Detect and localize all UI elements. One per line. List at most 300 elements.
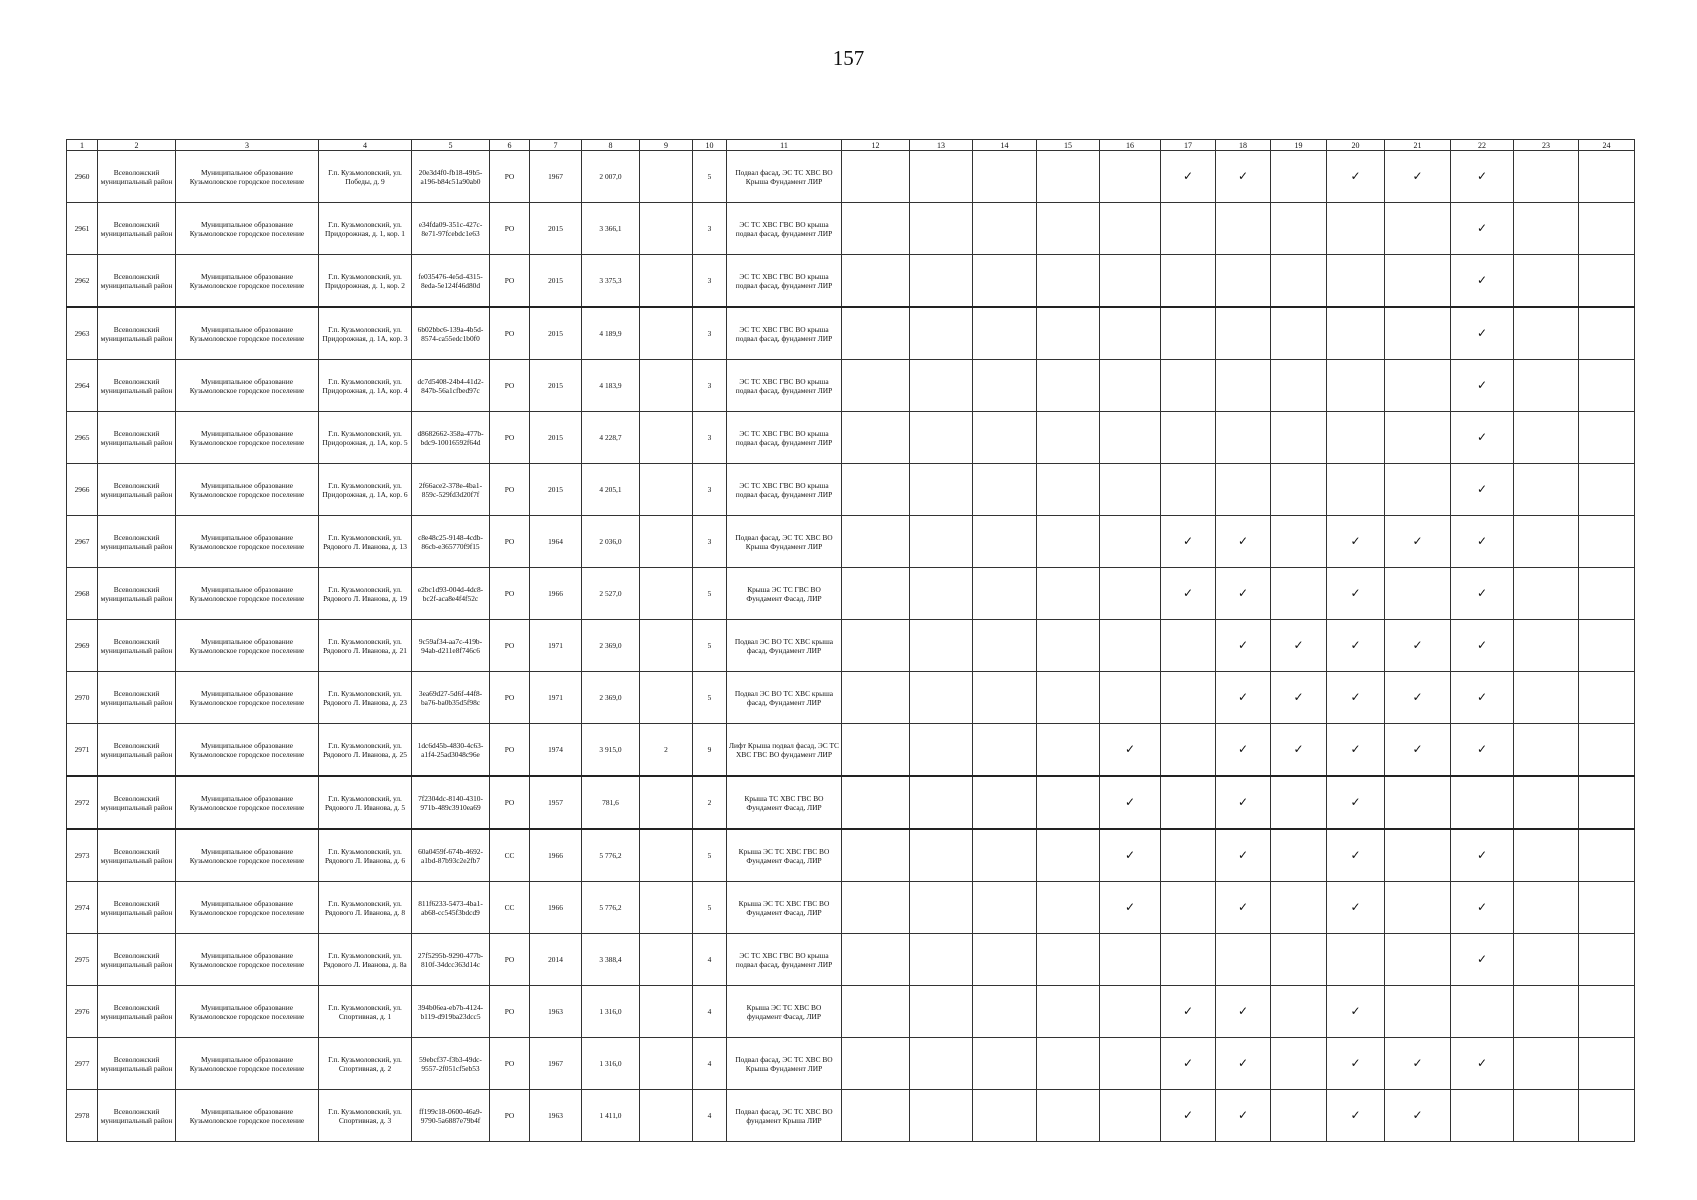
district-cell: Всеволожский муниципальный район	[98, 934, 176, 986]
work-column-22-cell	[1451, 203, 1514, 255]
work-column-13-cell	[910, 986, 973, 1038]
row-number-cell: 2975	[67, 934, 98, 986]
work-column-16-cell	[1100, 1038, 1161, 1090]
row-number-cell: 2973	[67, 829, 98, 882]
row-number-cell: 2966	[67, 464, 98, 516]
address-cell: Г.п. Кузьмоловский, ул. Рядового Л. Иванова, д. 13	[319, 516, 412, 568]
district-cell: Всеволожский муниципальный район	[98, 1090, 176, 1142]
district-cell: Всеволожский муниципальный район	[98, 986, 176, 1038]
column-number-header: 9	[640, 140, 693, 151]
municipality-cell: Муниципальное образование Кузьмоловское городское поселение	[176, 882, 319, 934]
work-column-12-cell	[842, 724, 910, 777]
work-column-13-cell	[910, 776, 973, 829]
address-cell: Г.п. Кузьмоловский, ул. Рядового Л. Иванова, д. 21	[319, 620, 412, 672]
checkmark-icon: ✓	[1412, 742, 1423, 756]
column-number-header: 6	[490, 140, 530, 151]
column-10-cell: 3	[693, 516, 727, 568]
column-9-cell	[640, 307, 693, 360]
work-column-17-cell	[1161, 776, 1216, 829]
row-number-cell: 2970	[67, 672, 98, 724]
work-column-17-cell	[1161, 672, 1216, 724]
year-cell: 1964	[530, 516, 582, 568]
checkmark-icon: ✓	[1412, 534, 1423, 548]
work-column-21-cell	[1385, 516, 1451, 568]
column-number-header: 7	[530, 140, 582, 151]
checkmark-icon: ✓	[1124, 742, 1136, 756]
year-cell: 1963	[530, 1090, 582, 1142]
work-column-14-cell	[973, 882, 1037, 934]
table-row	[67, 829, 1635, 882]
work-column-14-cell	[973, 151, 1037, 203]
table-row	[67, 464, 1635, 516]
checkmark-icon: ✓	[1237, 742, 1249, 756]
work-column-13-cell	[910, 464, 973, 516]
type-cell: РО	[490, 672, 530, 724]
work-column-16-cell	[1100, 672, 1161, 724]
column-10-cell: 5	[693, 829, 727, 882]
column-10-cell: 2	[693, 776, 727, 829]
year-cell: 1957	[530, 776, 582, 829]
work-column-21-cell	[1385, 882, 1451, 934]
work-column-18-cell	[1216, 672, 1271, 724]
work-column-23-cell	[1514, 1038, 1579, 1090]
municipality-cell: Муниципальное образование Кузьмоловское городское поселение	[176, 829, 319, 882]
work-column-18-cell	[1216, 360, 1271, 412]
work-column-22-cell	[1451, 1038, 1514, 1090]
row-number-cell: 2971	[67, 724, 98, 777]
checkmark-icon: ✓	[1350, 1108, 1361, 1122]
work-column-23-cell	[1514, 255, 1579, 308]
work-column-20-cell	[1327, 412, 1385, 464]
work-column-20-cell	[1327, 672, 1385, 724]
year-cell: 2014	[530, 934, 582, 986]
area-cell: 1 411,0	[582, 1090, 640, 1142]
house-id-cell: 6b02bbc6-139a-4b5d-8574-ca55edc1b0f0	[412, 307, 490, 360]
checkmark-icon: ✓	[1350, 586, 1361, 600]
work-column-13-cell	[910, 203, 973, 255]
area-cell: 4 183,9	[582, 360, 640, 412]
work-column-20-cell	[1327, 568, 1385, 620]
work-column-18-cell	[1216, 724, 1271, 777]
work-column-20-cell	[1327, 724, 1385, 777]
table-row	[67, 986, 1635, 1038]
checkmark-icon: ✓	[1350, 848, 1361, 862]
checkmark-icon: ✓	[1350, 1056, 1361, 1070]
column-10-cell: 9	[693, 724, 727, 777]
work-column-22-cell	[1451, 882, 1514, 934]
column-9-cell	[640, 1038, 693, 1090]
work-column-18-cell	[1216, 986, 1271, 1038]
municipality-cell: Муниципальное образование Кузьмоловское городское поселение	[176, 1038, 319, 1090]
work-column-13-cell	[910, 360, 973, 412]
column-10-cell: 3	[693, 255, 727, 308]
work-column-19-cell	[1271, 1090, 1327, 1142]
work-column-22-cell	[1451, 776, 1514, 829]
checkmark-icon: ✓	[1293, 742, 1304, 756]
work-column-16-cell	[1100, 255, 1161, 308]
work-column-24-cell	[1579, 882, 1635, 934]
work-column-19-cell	[1271, 568, 1327, 620]
checkmark-icon: ✓	[1237, 534, 1249, 548]
work-column-12-cell	[842, 568, 910, 620]
column-10-cell: 3	[693, 203, 727, 255]
column-10-cell: 3	[693, 307, 727, 360]
area-cell: 3 915,0	[582, 724, 640, 777]
district-cell: Всеволожский муниципальный район	[98, 464, 176, 516]
area-cell: 5 776,2	[582, 829, 640, 882]
municipality-cell: Муниципальное образование Кузьмоловское городское поселение	[176, 986, 319, 1038]
work-column-19-cell	[1271, 934, 1327, 986]
work-column-19-cell	[1271, 203, 1327, 255]
checkmark-icon: ✓	[1412, 1108, 1423, 1122]
work-column-22-cell	[1451, 829, 1514, 882]
address-cell: Г.п. Кузьмоловский, ул. Придорожная, д. 1А, кор. 6	[319, 464, 412, 516]
area-cell: 2 007,0	[582, 151, 640, 203]
work-column-12-cell	[842, 882, 910, 934]
work-column-20-cell	[1327, 986, 1385, 1038]
house-id-cell: e2bc1d93-004d-4dc8-bc2f-aca8e4f4f52c	[412, 568, 490, 620]
year-cell: 1963	[530, 986, 582, 1038]
checkmark-icon: ✓	[1476, 273, 1488, 287]
work-column-22-cell	[1451, 620, 1514, 672]
checkmark-icon: ✓	[1237, 795, 1249, 809]
column-9-cell	[640, 829, 693, 882]
work-column-13-cell	[910, 516, 973, 568]
address-cell: Г.п. Кузьмоловский, ул. Рядового Л. Иванова, д. 25	[319, 724, 412, 777]
area-cell: 2 036,0	[582, 516, 640, 568]
checkmark-icon: ✓	[1350, 534, 1361, 548]
work-column-14-cell	[973, 829, 1037, 882]
work-column-12-cell	[842, 516, 910, 568]
column-10-cell: 4	[693, 1090, 727, 1142]
year-cell: 2015	[530, 307, 582, 360]
column-9-cell	[640, 464, 693, 516]
address-cell: Г.п. Кузьмоловский, ул. Спортивная, д. 1	[319, 986, 412, 1038]
works-list-cell: ЭС ТС ХВС ГВС ВО крыша подвал фасад, фундамент ЛИР	[727, 464, 842, 516]
district-cell: Всеволожский муниципальный район	[98, 203, 176, 255]
work-column-14-cell	[973, 934, 1037, 986]
type-cell: РО	[490, 516, 530, 568]
work-column-24-cell	[1579, 151, 1635, 203]
work-column-22-cell	[1451, 255, 1514, 308]
work-column-17-cell	[1161, 151, 1216, 203]
work-column-22-cell	[1451, 464, 1514, 516]
work-column-16-cell	[1100, 307, 1161, 360]
district-cell: Всеволожский муниципальный район	[98, 568, 176, 620]
address-cell: Г.п. Кузьмоловский, ул. Победы, д. 9	[319, 151, 412, 203]
work-column-15-cell	[1037, 672, 1100, 724]
work-column-15-cell	[1037, 307, 1100, 360]
area-cell: 2 369,0	[582, 672, 640, 724]
work-column-20-cell	[1327, 776, 1385, 829]
works-list-cell: ЭС ТС ХВС ГВС ВО крыша подвал фасад, фундамент ЛИР	[727, 934, 842, 986]
area-cell: 4 228,7	[582, 412, 640, 464]
work-column-21-cell	[1385, 307, 1451, 360]
work-column-18-cell	[1216, 934, 1271, 986]
work-column-14-cell	[973, 776, 1037, 829]
work-column-23-cell	[1514, 1090, 1579, 1142]
work-column-23-cell	[1514, 151, 1579, 203]
municipality-cell: Муниципальное образование Кузьмоловское городское поселение	[176, 776, 319, 829]
work-column-18-cell	[1216, 255, 1271, 308]
work-column-17-cell	[1161, 986, 1216, 1038]
work-column-18-cell	[1216, 1090, 1271, 1142]
work-column-16-cell	[1100, 151, 1161, 203]
column-9-cell	[640, 516, 693, 568]
checkmark-icon: ✓	[1237, 1004, 1249, 1018]
work-column-21-cell	[1385, 151, 1451, 203]
work-column-17-cell	[1161, 255, 1216, 308]
area-cell: 3 388,4	[582, 934, 640, 986]
work-column-15-cell	[1037, 464, 1100, 516]
work-column-16-cell	[1100, 986, 1161, 1038]
column-number-header: 15	[1037, 140, 1100, 151]
municipality-cell: Муниципальное образование Кузьмоловское городское поселение	[176, 360, 319, 412]
work-column-23-cell	[1514, 724, 1579, 777]
work-column-16-cell	[1100, 464, 1161, 516]
work-column-23-cell	[1514, 203, 1579, 255]
checkmark-icon: ✓	[1182, 534, 1194, 548]
row-number-cell: 2976	[67, 986, 98, 1038]
work-column-12-cell	[842, 672, 910, 724]
year-cell: 1966	[530, 882, 582, 934]
column-10-cell: 3	[693, 464, 727, 516]
column-number-header: 5	[412, 140, 490, 151]
type-cell: РО	[490, 360, 530, 412]
work-column-23-cell	[1514, 620, 1579, 672]
column-number-header: 12	[842, 140, 910, 151]
works-list-cell: ЭС ТС ХВС ГВС ВО крыша подвал фасад, фундамент ЛИР	[727, 203, 842, 255]
table-row	[67, 412, 1635, 464]
work-column-24-cell	[1579, 934, 1635, 986]
work-column-17-cell	[1161, 829, 1216, 882]
works-list-cell: Крыша ЭС ТС ХВС ГВС ВО Фундамент Фасад, ЛИР	[727, 882, 842, 934]
work-column-17-cell	[1161, 203, 1216, 255]
type-cell: РО	[490, 1090, 530, 1142]
work-column-13-cell	[910, 882, 973, 934]
column-10-cell: 4	[693, 1038, 727, 1090]
year-cell: 1971	[530, 620, 582, 672]
work-column-16-cell	[1100, 934, 1161, 986]
work-column-17-cell	[1161, 568, 1216, 620]
work-column-13-cell	[910, 1038, 973, 1090]
municipality-cell: Муниципальное образование Кузьмоловское городское поселение	[176, 203, 319, 255]
checkmark-icon: ✓	[1350, 900, 1361, 914]
municipality-cell: Муниципальное образование Кузьмоловское городское поселение	[176, 255, 319, 308]
work-column-17-cell	[1161, 307, 1216, 360]
table-row	[67, 1038, 1635, 1090]
column-10-cell: 3	[693, 360, 727, 412]
municipality-cell: Муниципальное образование Кузьмоловское городское поселение	[176, 464, 319, 516]
work-column-13-cell	[910, 672, 973, 724]
checkmark-icon: ✓	[1350, 169, 1361, 183]
address-cell: Г.п. Кузьмоловский, ул. Рядового Л. Иванова, д. 23	[319, 672, 412, 724]
work-column-16-cell	[1100, 882, 1161, 934]
work-column-19-cell	[1271, 1038, 1327, 1090]
work-column-12-cell	[842, 412, 910, 464]
work-column-14-cell	[973, 1090, 1037, 1142]
work-column-22-cell	[1451, 568, 1514, 620]
column-10-cell: 5	[693, 672, 727, 724]
checkmark-icon: ✓	[1237, 1108, 1249, 1122]
municipality-cell: Муниципальное образование Кузьмоловское городское поселение	[176, 724, 319, 777]
checkmark-icon: ✓	[1237, 169, 1249, 183]
work-column-16-cell	[1100, 776, 1161, 829]
table-row	[67, 882, 1635, 934]
work-column-14-cell	[973, 307, 1037, 360]
type-cell: РО	[490, 464, 530, 516]
work-column-16-cell	[1100, 620, 1161, 672]
address-cell: Г.п. Кузьмоловский, ул. Придорожная, д. 1А, кор. 4	[319, 360, 412, 412]
column-number-header: 14	[973, 140, 1037, 151]
work-column-14-cell	[973, 255, 1037, 308]
house-id-cell: d8682662-358a-477b-bdc9-10016592f64d	[412, 412, 490, 464]
work-column-20-cell	[1327, 255, 1385, 308]
work-column-24-cell	[1579, 620, 1635, 672]
checkmark-icon: ✓	[1476, 534, 1488, 548]
district-cell: Всеволожский муниципальный район	[98, 882, 176, 934]
checkmark-icon: ✓	[1237, 900, 1249, 914]
work-column-19-cell	[1271, 776, 1327, 829]
work-column-14-cell	[973, 464, 1037, 516]
works-list-cell: ЭС ТС ХВС ГВС ВО крыша подвал фасад, фундамент ЛИР	[727, 360, 842, 412]
house-id-cell: e34fda09-351c-427c-8e71-97fcebdc1e63	[412, 203, 490, 255]
work-column-21-cell	[1385, 986, 1451, 1038]
work-column-21-cell	[1385, 464, 1451, 516]
work-column-17-cell	[1161, 360, 1216, 412]
area-cell: 2 527,0	[582, 568, 640, 620]
work-column-24-cell	[1579, 255, 1635, 308]
address-cell: Г.п. Кузьмоловский, ул. Рядового Л. Иванова, д. 5	[319, 776, 412, 829]
address-cell: Г.п. Кузьмоловский, ул. Рядового Л. Иванова, д. 8	[319, 882, 412, 934]
house-id-cell: 20e3d4f0-fb18-49b5-a196-b84c51a90ab0	[412, 151, 490, 203]
work-column-19-cell	[1271, 620, 1327, 672]
column-number-header: 23	[1514, 140, 1579, 151]
checkmark-icon: ✓	[1476, 742, 1488, 756]
column-number-row	[67, 140, 1635, 151]
row-number-cell: 2960	[67, 151, 98, 203]
municipality-cell: Муниципальное образование Кузьмоловское городское поселение	[176, 568, 319, 620]
house-id-cell: c8e48c25-9148-4cdb-86cb-e365770f9f15	[412, 516, 490, 568]
work-column-24-cell	[1579, 568, 1635, 620]
work-column-16-cell	[1100, 412, 1161, 464]
year-cell: 1971	[530, 672, 582, 724]
address-cell: Г.п. Кузьмоловский, ул. Спортивная, д. 2	[319, 1038, 412, 1090]
area-cell: 5 776,2	[582, 882, 640, 934]
area-cell: 4 189,9	[582, 307, 640, 360]
work-column-24-cell	[1579, 829, 1635, 882]
work-column-15-cell	[1037, 934, 1100, 986]
checkmark-icon: ✓	[1350, 690, 1361, 704]
municipality-cell: Муниципальное образование Кузьмоловское городское поселение	[176, 151, 319, 203]
work-column-19-cell	[1271, 986, 1327, 1038]
checkmark-icon: ✓	[1350, 742, 1361, 756]
table-row	[67, 776, 1635, 829]
checkmark-icon: ✓	[1350, 1004, 1361, 1018]
district-cell: Всеволожский муниципальный район	[98, 307, 176, 360]
column-number-header: 8	[582, 140, 640, 151]
work-column-12-cell	[842, 1090, 910, 1142]
work-column-14-cell	[973, 672, 1037, 724]
house-id-cell: 59ebcf37-f3b3-49dc-9557-2f051cf5eb53	[412, 1038, 490, 1090]
type-cell: РО	[490, 255, 530, 308]
work-column-18-cell	[1216, 516, 1271, 568]
column-number-header: 24	[1579, 140, 1635, 151]
work-column-12-cell	[842, 255, 910, 308]
work-column-20-cell	[1327, 1038, 1385, 1090]
checkmark-icon: ✓	[1476, 586, 1488, 600]
year-cell: 2015	[530, 412, 582, 464]
year-cell: 1966	[530, 829, 582, 882]
work-column-16-cell	[1100, 1090, 1161, 1142]
work-column-23-cell	[1514, 986, 1579, 1038]
work-column-15-cell	[1037, 360, 1100, 412]
column-10-cell: 5	[693, 620, 727, 672]
row-number-cell: 2962	[67, 255, 98, 308]
work-column-19-cell	[1271, 516, 1327, 568]
work-column-14-cell	[973, 568, 1037, 620]
table-row	[67, 568, 1635, 620]
column-number-header: 16	[1100, 140, 1161, 151]
work-column-14-cell	[973, 412, 1037, 464]
works-list-cell: Крыша ЭС ТС ГВС ВО Фундамент Фасад, ЛИР	[727, 568, 842, 620]
type-cell: СС	[490, 882, 530, 934]
column-number-header: 1	[67, 140, 98, 151]
row-number-cell: 2977	[67, 1038, 98, 1090]
work-column-14-cell	[973, 724, 1037, 777]
work-column-13-cell	[910, 724, 973, 777]
table-row	[67, 724, 1635, 777]
address-cell: Г.п. Кузьмоловский, ул. Придорожная, д. 1, кор. 1	[319, 203, 412, 255]
work-column-20-cell	[1327, 151, 1385, 203]
address-cell: Г.п. Кузьмоловский, ул. Придорожная, д. 1А, кор. 5	[319, 412, 412, 464]
column-9-cell	[640, 203, 693, 255]
work-column-21-cell	[1385, 1038, 1451, 1090]
work-column-13-cell	[910, 255, 973, 308]
work-column-24-cell	[1579, 1090, 1635, 1142]
work-column-19-cell	[1271, 464, 1327, 516]
table-row	[67, 620, 1635, 672]
work-column-23-cell	[1514, 412, 1579, 464]
column-number-header: 3	[176, 140, 319, 151]
municipality-cell: Муниципальное образование Кузьмоловское городское поселение	[176, 934, 319, 986]
house-id-cell: ff199c18-0600-46a9-9790-5a6887e79b4f	[412, 1090, 490, 1142]
column-number-header: 20	[1327, 140, 1385, 151]
type-cell: РО	[490, 151, 530, 203]
column-9-cell	[640, 672, 693, 724]
checkmark-icon: ✓	[1293, 638, 1304, 652]
house-id-cell: 9c59af34-aa7c-419b-94ab-d211e8f746c6	[412, 620, 490, 672]
work-column-15-cell	[1037, 986, 1100, 1038]
work-column-24-cell	[1579, 307, 1635, 360]
checkmark-icon: ✓	[1412, 638, 1423, 652]
work-column-23-cell	[1514, 829, 1579, 882]
work-column-18-cell	[1216, 776, 1271, 829]
work-column-19-cell	[1271, 412, 1327, 464]
work-column-17-cell	[1161, 882, 1216, 934]
address-cell: Г.п. Кузьмоловский, ул. Рядового Л. Иванова, д. 6	[319, 829, 412, 882]
work-column-21-cell	[1385, 412, 1451, 464]
checkmark-icon: ✓	[1237, 586, 1249, 600]
work-column-19-cell	[1271, 672, 1327, 724]
area-cell: 3 366,1	[582, 203, 640, 255]
row-number-cell: 2972	[67, 776, 98, 829]
work-column-20-cell	[1327, 829, 1385, 882]
work-column-12-cell	[842, 151, 910, 203]
checkmark-icon: ✓	[1412, 1056, 1423, 1070]
work-column-22-cell	[1451, 307, 1514, 360]
table-row	[67, 203, 1635, 255]
